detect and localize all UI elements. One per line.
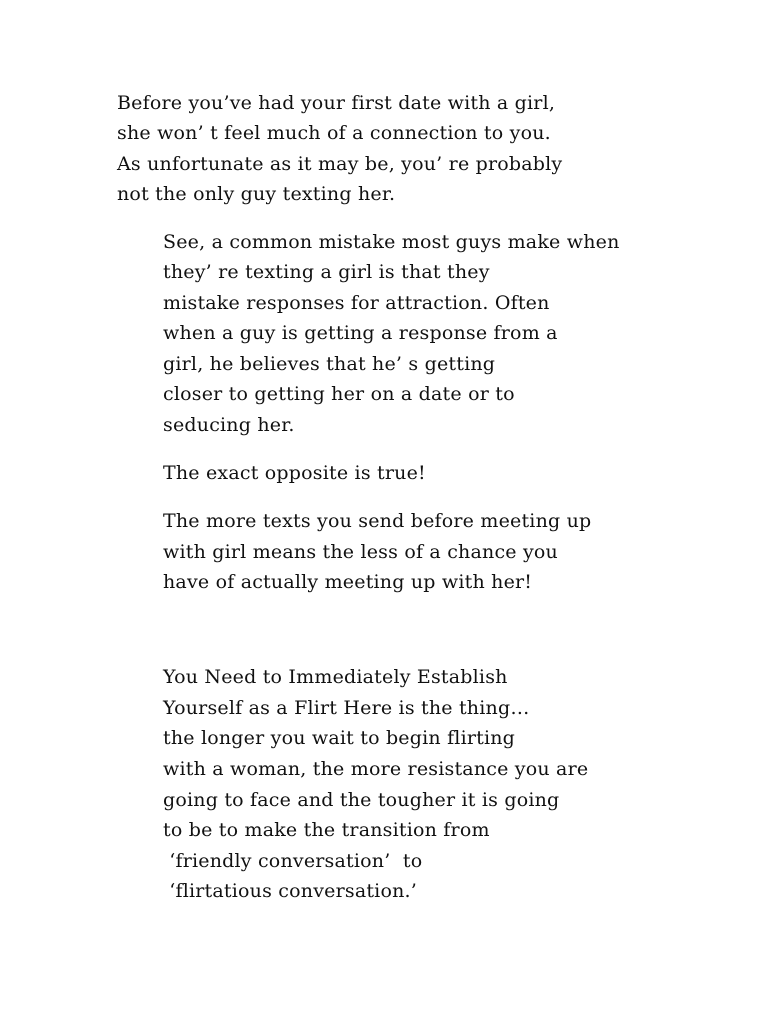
text-line: to be to make the transition from bbox=[163, 819, 490, 841]
text-line: she won’ t feel much of a connection to you. bbox=[117, 122, 551, 144]
text-line: ‘friendly conversation’ to bbox=[163, 850, 423, 872]
text-line: not the only guy texting her. bbox=[117, 183, 396, 205]
text-line: As unfortunate as it may be, you’ re probably bbox=[117, 153, 563, 175]
text-line: with girl means the less of a chance you bbox=[163, 541, 558, 563]
text-line: ‘flirtatious conversation.’ bbox=[163, 880, 418, 902]
text-line: when a guy is getting a response from a bbox=[163, 322, 558, 344]
text-line: seducing her. bbox=[163, 414, 295, 436]
text-line: they’ re texting a girl is that they bbox=[163, 261, 490, 283]
text-line: You Need to Immediately Establish bbox=[163, 666, 508, 688]
text-line: The more texts you send before meeting up bbox=[163, 510, 592, 532]
text-line: going to face and the tougher it is going bbox=[163, 789, 560, 811]
text-line: closer to getting her on a date or to bbox=[163, 383, 515, 405]
text-line: See, a common mistake most guys make when bbox=[163, 231, 620, 253]
text-line: girl, he believes that he’ s getting bbox=[163, 353, 496, 375]
text-line: with a woman, the more resistance you are bbox=[163, 758, 589, 780]
text-line: Yourself as a Flirt Here is the thing… bbox=[163, 697, 530, 719]
text-line: have of actually meeting up with her! bbox=[163, 571, 533, 593]
text-line: The exact opposite is true! bbox=[163, 462, 426, 484]
text-line: the longer you wait to begin flirting bbox=[163, 727, 516, 749]
text-line: Before you’ve had your first date with a girl, bbox=[117, 92, 556, 114]
text-line: mistake responses for attraction. Often bbox=[163, 292, 550, 314]
